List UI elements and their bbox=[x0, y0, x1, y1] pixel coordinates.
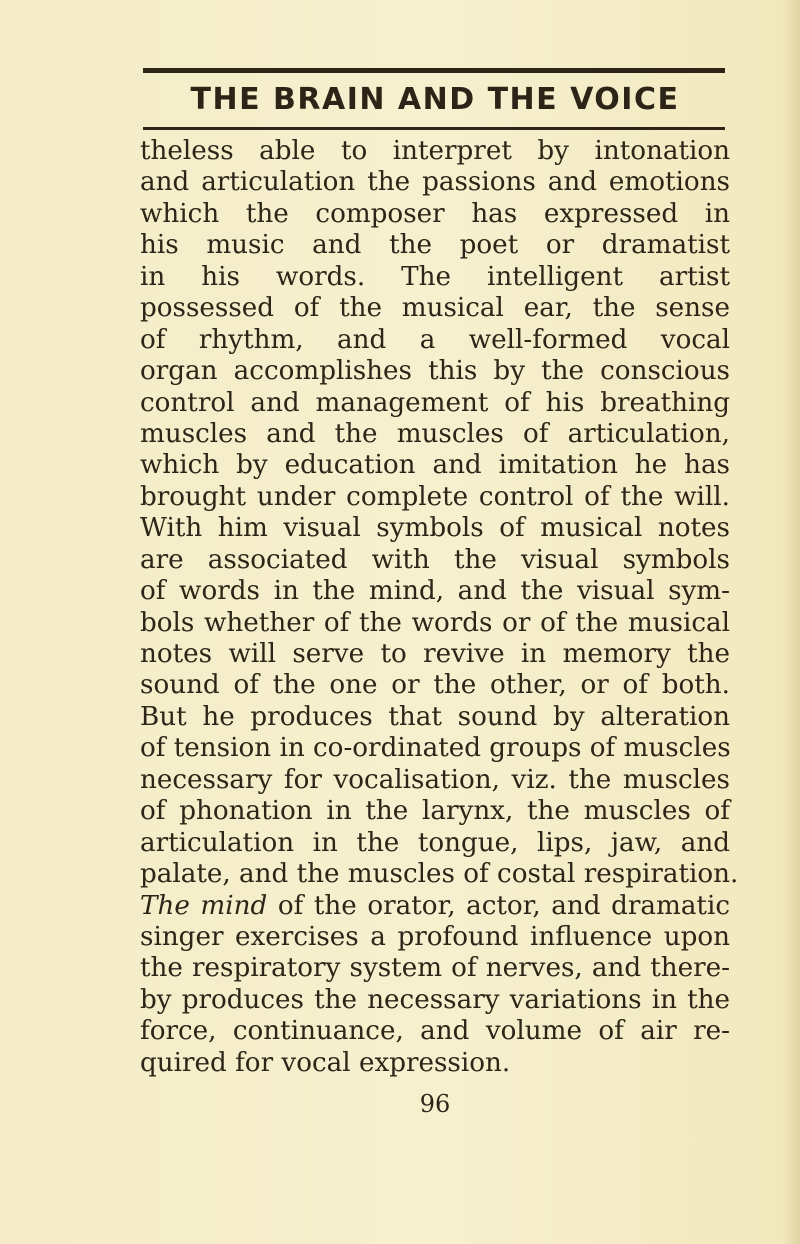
text-line: sound of the one or the other, or of both. bbox=[140, 670, 730, 701]
body-text bbox=[140, 136, 739, 1079]
header-rule-bottom bbox=[143, 127, 725, 130]
text-line: singer exercises a profound influence upon bbox=[140, 921, 730, 952]
text-line: possessed of the musical ear, the sense bbox=[140, 293, 730, 324]
text-line: and articulation the passions and emotions bbox=[140, 167, 730, 198]
text-line: brought under complete control of the will. bbox=[140, 481, 730, 512]
text-line: palate, and the muscles of costal respiration. bbox=[140, 859, 739, 890]
running-head: THE BRAIN AND THE VOICE bbox=[190, 82, 680, 117]
text-line: the respiratory system of nerves, and there- bbox=[140, 953, 730, 984]
text-line: of rhythm, and a well-formed vocal bbox=[140, 324, 730, 355]
text-line: force, continuance, and volume of air re- bbox=[140, 1016, 730, 1047]
text-line: articulation in the tongue, lips, jaw, and bbox=[140, 827, 730, 858]
text-line: are associated with the visual symbols bbox=[140, 544, 730, 575]
text-line: muscles and the muscles of articulation, bbox=[140, 418, 730, 449]
text-line: which the composer has expressed in bbox=[140, 198, 730, 229]
text-line: his music and the poet or dramatist bbox=[140, 230, 730, 261]
text-line: of phonation in the larynx, the muscles of bbox=[140, 796, 730, 827]
text-line: theless able to interpret by intonation bbox=[140, 136, 730, 166]
text-line: in his words. The intelligent artist bbox=[140, 261, 730, 292]
text-line: which by education and imitation he has bbox=[140, 450, 730, 481]
text-line: organ accomplishes this by the conscious bbox=[140, 356, 730, 387]
text-line-rest: of the orator, actor, and dramatic bbox=[267, 890, 730, 921]
text-line-last: quired for vocal expression. bbox=[140, 1047, 511, 1078]
text-line: But he produces that sound by alteration bbox=[140, 701, 730, 732]
text-line: With him visual symbols of musical notes bbox=[140, 513, 730, 544]
text-line: bols whether of the words or of the musical bbox=[140, 607, 730, 638]
text-line: by produces the necessary variations in the bbox=[140, 984, 730, 1015]
header-rule-top bbox=[143, 68, 725, 73]
page-number: 96 bbox=[419, 1090, 451, 1118]
text-line-italic-start bbox=[140, 891, 730, 922]
italic-phrase: The mind bbox=[140, 890, 268, 921]
text-line: necessary for vocalisation, viz. the muscles bbox=[140, 764, 730, 795]
text-line: of words in the mind, and the visual sym- bbox=[140, 576, 730, 607]
page-edge-shadow bbox=[782, 0, 800, 1244]
text-line: of tension in co-ordinated groups of muscles bbox=[140, 733, 731, 764]
text-line: control and management of his breathing bbox=[140, 387, 730, 418]
text-line: notes will serve to revive in memory the bbox=[140, 639, 730, 669]
